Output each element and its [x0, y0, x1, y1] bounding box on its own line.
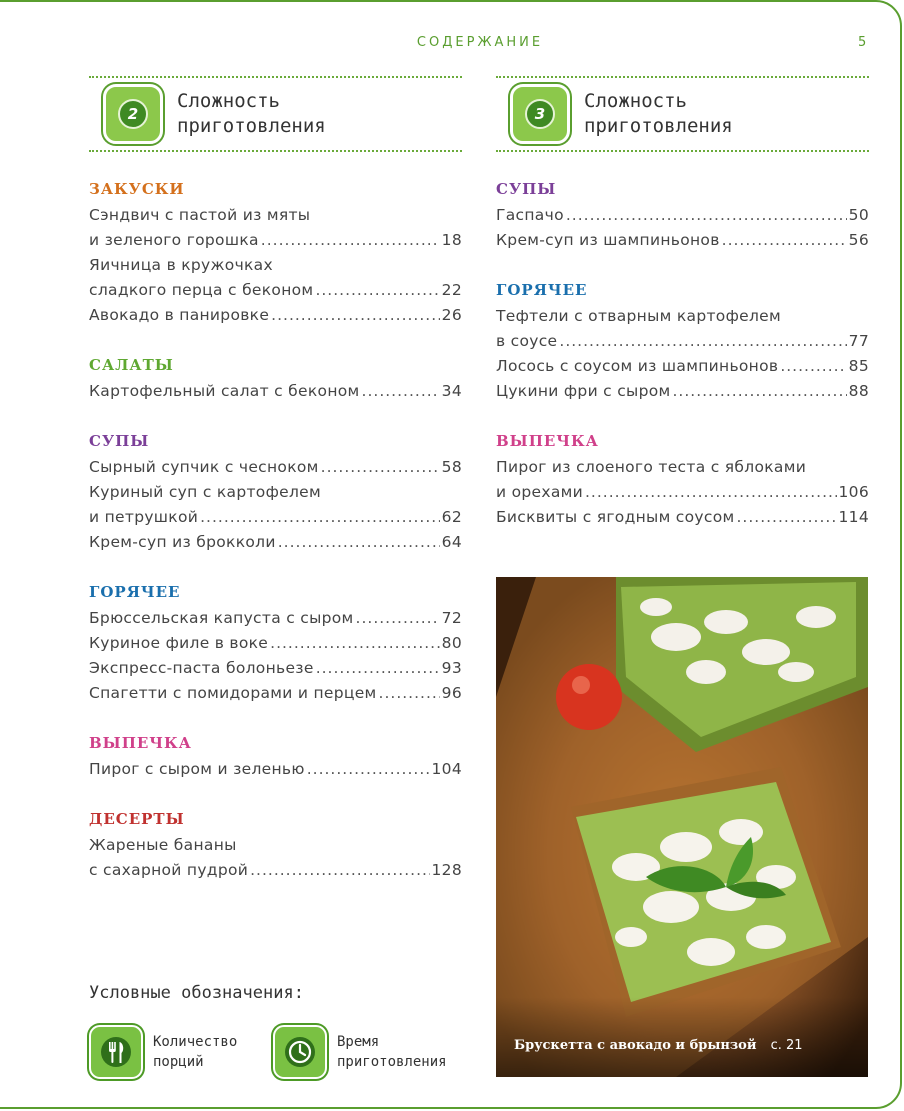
toc-category-heading: ГОРЯЧЕЕ [496, 281, 588, 299]
legend-time-label [337, 1032, 447, 1072]
toc-entry-list [89, 606, 462, 706]
toc-entry-list [496, 304, 869, 404]
dot-leader [270, 631, 440, 656]
difficulty-label-line1: Сложность [177, 90, 280, 112]
dot-leader [200, 505, 440, 530]
toc-entry-row [496, 480, 869, 505]
toc-entry-title: Брюссельская капуста с сыром [89, 609, 354, 627]
toc-entry-page: 88 [848, 382, 869, 400]
toc-entry-title: Сырный супчик с чесноком [89, 458, 319, 476]
toc-entry-title: Бисквиты с ягодным соусом [496, 508, 735, 526]
toc-entry-title-line: Тефтели с отварным картофелем [496, 307, 781, 325]
legend-servings-line1: Количество [153, 1034, 238, 1050]
toc-entry-row [89, 455, 462, 480]
toc-entry[interactable] [89, 203, 462, 253]
legend-servings-label [153, 1032, 237, 1072]
legend-title: Условные обозначения: [89, 983, 304, 1003]
legend-time [273, 1025, 447, 1079]
toc-entry-page: 72 [441, 609, 462, 627]
toc-entry-title: Крем-суп из шампиньонов [496, 231, 720, 249]
toc-entry-page: 26 [441, 306, 462, 324]
dot-leader [379, 681, 440, 706]
toc-category-heading: СУПЫ [89, 432, 150, 450]
bruschetta-illustration [496, 577, 868, 1077]
photo-caption-page: с. 21 [770, 1038, 803, 1053]
toc-category-heading: САЛАТЫ [89, 356, 174, 374]
dot-leader [321, 455, 440, 480]
toc-entry-row [89, 681, 462, 706]
dot-leader [307, 757, 430, 782]
toc-entry-title: Куриное филе в воке [89, 634, 269, 652]
toc-entry-page: 128 [431, 861, 462, 879]
toc-category-heading: ГОРЯЧЕЕ [89, 583, 181, 601]
difficulty-label-line2: приготовления [177, 115, 326, 137]
toc-entry-title-line: Жареные бананы [89, 836, 237, 854]
toc-entry-title: Гаспачо [496, 206, 564, 224]
toc-entry-title-line: Пирог из слоеного теста с яблоками [496, 458, 807, 476]
toc-entry-row [89, 303, 462, 328]
toc-entry-row [89, 757, 462, 782]
toc-entry[interactable] [89, 455, 462, 480]
fork-knife-icon [89, 1025, 143, 1079]
difficulty-badge-icon [103, 84, 163, 144]
toc-entry-title: Крем-суп из брокколи [89, 533, 276, 551]
toc-entry-title-line: Яичница в кружочках [89, 256, 273, 274]
toc-entry[interactable] [89, 656, 462, 681]
dot-leader [316, 656, 440, 681]
toc-entry-title-line: Куриный суп с картофелем [89, 483, 322, 501]
dot-leader [722, 228, 847, 253]
toc-entry-row [89, 631, 462, 656]
toc-entry[interactable] [89, 530, 462, 555]
toc-entry-row [496, 228, 869, 253]
toc-entry-title: в соусе [496, 332, 558, 350]
toc-entry-row [496, 505, 869, 530]
toc-entry-list [89, 379, 462, 404]
toc-entry-row [89, 530, 462, 555]
toc-entry-title: и петрушкой [89, 508, 199, 526]
legend-servings-line2: порций [153, 1054, 204, 1070]
dot-leader [362, 379, 440, 404]
toc-entry-row [496, 203, 869, 228]
toc-entry-title: Пирог с сыром и зеленью [89, 760, 305, 778]
difficulty-label [177, 89, 326, 139]
toc-entry-title: Лосось с соусом из шампиньонов [496, 357, 779, 375]
toc-entry-page: 85 [848, 357, 869, 375]
toc-entry[interactable] [89, 253, 462, 303]
difficulty-heading [496, 78, 869, 150]
toc-category-heading: СУПЫ [496, 180, 557, 198]
toc-entry-row [496, 354, 869, 379]
toc-category-heading: ДЕСЕРТЫ [89, 810, 185, 828]
toc-entry[interactable] [496, 455, 869, 505]
toc-entry[interactable] [496, 304, 869, 354]
toc-entry-list [496, 455, 869, 530]
page-title: СОДЕРЖАНИЕ [416, 35, 544, 50]
toc-entry-page: 64 [441, 533, 462, 551]
toc-entry-title: Картофельный салат с беконом [89, 382, 360, 400]
toc-entry[interactable] [496, 354, 869, 379]
toc-entry[interactable] [89, 606, 462, 631]
dot-leader [566, 203, 847, 228]
toc-entry[interactable] [89, 631, 462, 656]
toc-category-heading: ЗАКУСКИ [89, 180, 185, 198]
toc-entry-row [89, 656, 462, 681]
toc-entry-row [89, 606, 462, 631]
difficulty-number: 3 [525, 99, 555, 129]
toc-entry-page: 58 [441, 458, 462, 476]
toc-entry-page: 77 [848, 332, 869, 350]
dot-leader [559, 329, 846, 354]
toc-entry-title-line: Сэндвич с пастой из мяты [89, 206, 311, 224]
toc-entry[interactable] [496, 379, 869, 404]
toc-entry-title: и орехами [496, 483, 583, 501]
toc-entry-row [496, 379, 869, 404]
dot-leader [315, 278, 439, 303]
difficulty-label-line2: приготовления [584, 115, 733, 137]
toc-entry-title: Спагетти с помидорами и перцем [89, 684, 377, 702]
toc-entry-list [89, 455, 462, 555]
dot-leader [278, 530, 440, 555]
page-number: 5 [858, 35, 867, 50]
toc-entry-row [89, 278, 462, 303]
toc-entry-page: 18 [441, 231, 462, 249]
toc-entry-page: 62 [441, 508, 462, 526]
toc-sections [496, 180, 869, 530]
toc-entry-page: 96 [441, 684, 462, 702]
toc-entry-row [89, 228, 462, 253]
dot-leader [585, 480, 837, 505]
toc-entry-row [89, 858, 462, 883]
toc-category-heading: ВЫПЕЧКА [496, 432, 599, 450]
divider [496, 150, 869, 152]
legend-time-line1: Время [337, 1034, 380, 1050]
toc-column-level-3 [496, 76, 869, 530]
toc-entry-page: 93 [441, 659, 462, 677]
toc-entry-title: Цукини фри с сыром [496, 382, 671, 400]
toc-entry-title: с сахарной пудрой [89, 861, 249, 879]
photo-caption [514, 1038, 803, 1053]
toc-entry-title: Авокадо в панировке [89, 306, 270, 324]
toc-entry[interactable] [89, 303, 462, 328]
toc-entry[interactable] [89, 833, 462, 883]
toc-entry-page: 56 [848, 231, 869, 249]
toc-entry[interactable] [496, 505, 869, 530]
toc-entry-title: сладкого перца с беконом [89, 281, 314, 299]
dot-leader [673, 379, 847, 404]
difficulty-number: 2 [118, 99, 148, 129]
divider [89, 150, 462, 152]
toc-entry-page: 114 [838, 508, 869, 526]
toc-entry-page: 34 [441, 382, 462, 400]
toc-sections [89, 180, 462, 883]
legend-time-line2: приготовления [337, 1054, 447, 1070]
dot-leader [250, 858, 429, 883]
dot-leader [261, 228, 440, 253]
toc-category-heading: ВЫПЕЧКА [89, 734, 192, 752]
toc-entry-row [89, 379, 462, 404]
dot-leader [736, 505, 836, 530]
photo-caption-title: Брускетта с авокадо и брынзой [514, 1038, 757, 1053]
toc-entry-page: 50 [848, 206, 869, 224]
toc-entry[interactable] [89, 480, 462, 530]
toc-entry-row [496, 329, 869, 354]
toc-column-level-2 [89, 76, 462, 883]
toc-entry-page: 106 [838, 483, 869, 501]
toc-entry[interactable] [89, 379, 462, 404]
dot-leader [356, 606, 440, 631]
dot-leader [780, 354, 846, 379]
toc-entry-list [89, 833, 462, 883]
toc-entry-list [89, 203, 462, 328]
toc-entry-page: 80 [441, 634, 462, 652]
toc-entry-page: 104 [431, 760, 462, 778]
toc-entry-row [89, 505, 462, 530]
clock-icon [273, 1025, 327, 1079]
difficulty-badge-icon [510, 84, 570, 144]
toc-entry[interactable] [496, 203, 869, 228]
toc-entry[interactable] [89, 757, 462, 782]
toc-entry-title: Экспресс-паста болоньезе [89, 659, 314, 677]
toc-entry[interactable] [89, 681, 462, 706]
toc-entry[interactable] [496, 228, 869, 253]
toc-entry-list [496, 203, 869, 253]
toc-entry-list [89, 757, 462, 782]
toc-entry-title: и зеленого горошка [89, 231, 259, 249]
dot-leader [271, 303, 440, 328]
bruschetta-photo [496, 577, 868, 1077]
difficulty-heading [89, 78, 462, 150]
difficulty-label [584, 89, 733, 139]
toc-entry-page: 22 [441, 281, 462, 299]
difficulty-label-line1: Сложность [584, 90, 687, 112]
legend-servings [89, 1025, 237, 1079]
